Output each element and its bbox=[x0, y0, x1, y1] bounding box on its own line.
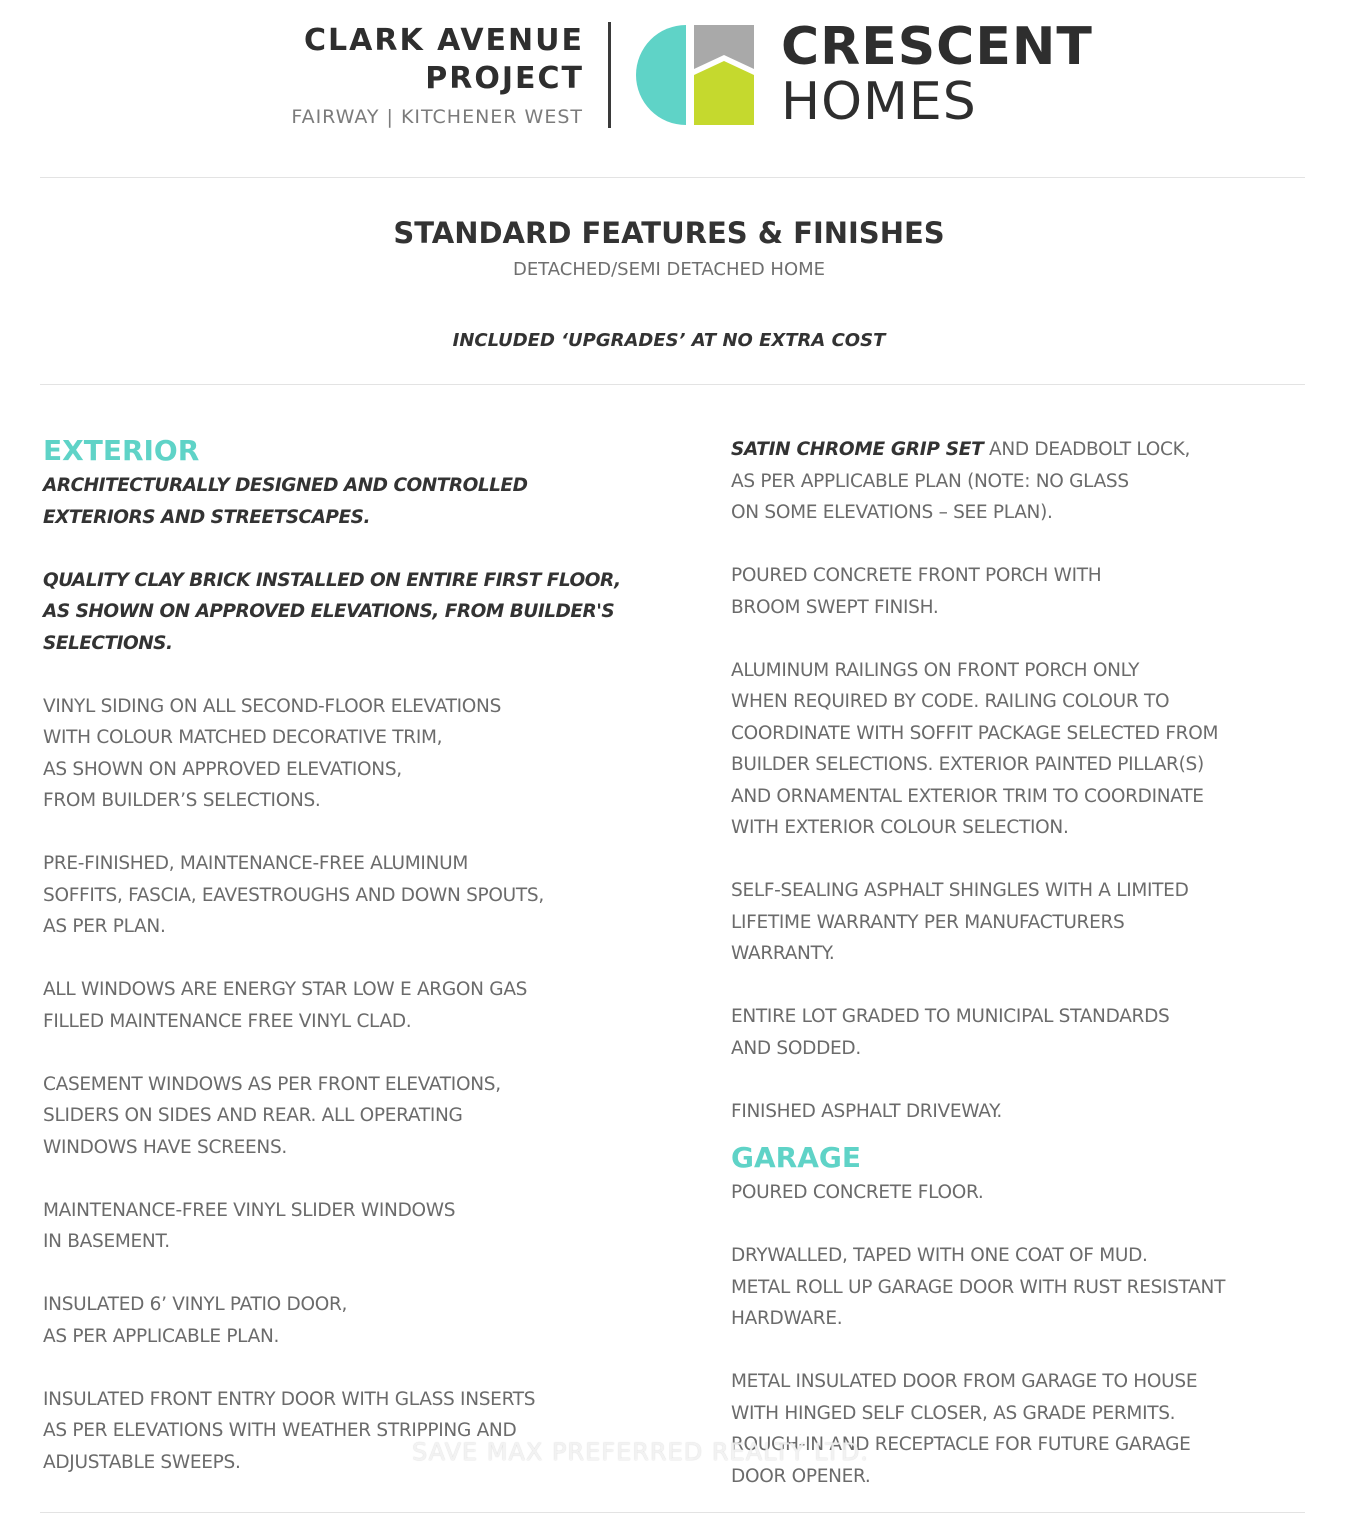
feature-item: MAINTENANCE-FREE VINYL SLIDER WINDOWS IN BASEMENT. bbox=[43, 1199, 456, 1252]
feature-item: INSULATED FRONT ENTRY DOOR WITH GLASS INSERTS AS PER ELEVATIONS WITH WEATHER STRIPPING AND ADJUSTABLE SWEEPS. bbox=[43, 1388, 536, 1473]
left-column bbox=[43, 432, 623, 1478]
feature-item: VINYL SIDING ON ALL SECOND-FLOOR ELEVATIONS WITH COLOUR MATCHED DECORATIVE TRIM, AS SHOWN ON APPROVED ELEVATIONS, FROM BUILDER’S SELECTIONS. bbox=[43, 695, 502, 811]
feature-item-grip-set bbox=[731, 434, 1331, 529]
title-divider bbox=[40, 384, 1305, 385]
watermark: SAVE MAX PREFERRED REALTY LTD. bbox=[412, 1438, 869, 1466]
project-title-line1: CLARK AVENUE bbox=[304, 23, 584, 58]
feature-item: SELF-SEALING ASPHALT SHINGLES WITH A LIMITED LIFETIME WARRANTY PER MANUFACTURERS WARRANTY. bbox=[731, 880, 1189, 964]
feature-item: QUALITY CLAY BRICK INSTALLED ON ENTIRE FIRST FLOOR, AS SHOWN ON APPROVED ELEVATIONS, FROM BUILDER'S SELECTIONS. bbox=[43, 569, 621, 654]
feature-item: FINISHED ASPHALT DRIVEWAY. bbox=[731, 1100, 1002, 1122]
header-divider bbox=[608, 22, 611, 128]
project-title bbox=[304, 22, 584, 98]
document-header bbox=[0, 0, 1370, 160]
exterior-heading: EXTERIOR bbox=[43, 434, 200, 467]
top-divider bbox=[40, 177, 1305, 178]
feature-item: ALUMINUM RAILINGS ON FRONT PORCH ONLY WHEN REQUIRED BY CODE. RAILING COLOUR TO COORDINATE WITH SOFFIT PACKAGE SELECTED FROM BUILDER SELECTIONS. EXTERIOR PAINTED PILLAR(S) AND ORNAMENTAL EXTERIOR TRIM TO COORDINATE WITH EXTERIOR COLOUR SELECTION. bbox=[731, 659, 1219, 838]
grip-set-text: AND DEADBOLT LOCK, AS PER APPLICABLE PLAN (NOTE: NO GLASS ON SOME ELEVATIONS – SEE PLAN). bbox=[731, 439, 1191, 523]
feature-item: ARCHITECTURALLY DESIGNED AND CONTROLLED EXTERIORS AND STREETSCAPES. bbox=[43, 475, 528, 528]
feature-item: INSULATED 6’ VINYL PATIO DOOR, AS PER APPLICABLE PLAN. bbox=[43, 1294, 348, 1347]
right-column bbox=[731, 434, 1331, 1492]
document-title: STANDARD FEATURES & FINISHES bbox=[393, 216, 945, 250]
garage-heading: GARAGE bbox=[731, 1141, 861, 1174]
project-location: FAIRWAY | KITCHENER WEST bbox=[291, 106, 583, 128]
feature-item: ENTIRE LOT GRADED TO MUNICIPAL STANDARDS AND SODDED. bbox=[731, 1006, 1170, 1059]
project-title-line2: PROJECT bbox=[425, 61, 584, 96]
bottom-divider bbox=[40, 1512, 1305, 1513]
grip-set-label: SATIN CHROME GRIP SET bbox=[731, 439, 984, 460]
brand-name-line1: CRESCENT bbox=[781, 17, 1093, 77]
document-subtitle: DETACHED/SEMI DETACHED HOME bbox=[512, 259, 826, 280]
feature-item: CASEMENT WINDOWS AS PER FRONT ELEVATIONS, SLIDERS ON SIDES AND REAR. ALL OPERATING WINDOWS HAVE SCREENS. bbox=[43, 1073, 501, 1158]
feature-item: POURED CONCRETE FRONT PORCH WITH BROOM SWEPT FINISH. bbox=[731, 565, 1102, 618]
brand-name bbox=[781, 17, 1093, 132]
feature-item: PRE-FINISHED, MAINTENANCE-FREE ALUMINUM SOFFITS, FASCIA, EAVESTROUGHS AND DOWN SPOUTS, AS PER PLAN. bbox=[43, 853, 544, 937]
feature-item: POURED CONCRETE FLOOR. bbox=[731, 1182, 984, 1203]
upgrades-note: INCLUDED ‘UPGRADES’ AT NO EXTRA COST bbox=[452, 330, 886, 351]
brand-name-line2: HOMES bbox=[781, 72, 977, 132]
feature-item: DRYWALLED, TAPED WITH ONE COAT OF MUD. METAL ROLL UP GARAGE DOOR WITH RUST RESISTANT HARDWARE. bbox=[731, 1245, 1226, 1329]
feature-item: ALL WINDOWS ARE ENERGY STAR LOW E ARGON GAS FILLED MAINTENANCE FREE VINYL CLAD. bbox=[43, 979, 528, 1032]
crescent-homes-logo-icon bbox=[636, 25, 756, 125]
feature-item: METAL INSULATED DOOR FROM GARAGE TO HOUSE WITH HINGED SELF CLOSER, AS GRADE PERMITS. ROUGH-IN AND RECEPTACLE FOR FUTURE GARAGE DOOR OPENER. bbox=[731, 1371, 1198, 1487]
